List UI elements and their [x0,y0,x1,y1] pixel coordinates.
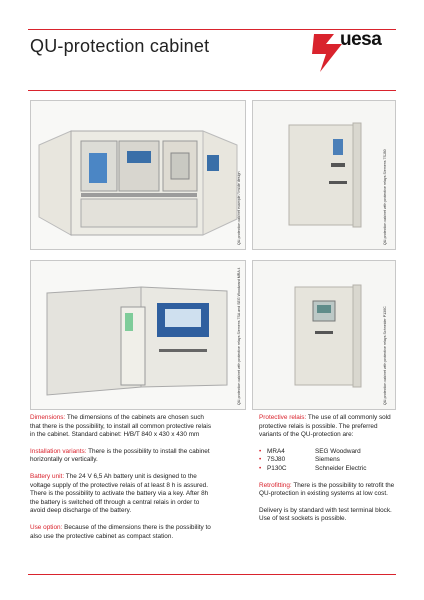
relay-list [259,448,397,474]
relay-name: MRA4 [267,447,285,455]
relay-maker: Siemens [315,456,340,464]
relay-maker: SEG Woodward [315,447,361,455]
battery-para [30,473,212,516]
photo-open-cabinet [30,100,246,250]
installation-text: There is the possibility to install the cabinet horizontally or vertically. [30,447,210,464]
photo-horizontal-cabinet [30,260,246,410]
use-option-para [30,524,212,541]
use-option-label: Use option: [30,523,63,531]
retrofitting-para [259,482,397,499]
list-item: • P130C Schneider Electric [259,464,367,472]
page-title: QU-protection cabinet [30,36,210,56]
header-rule [28,90,396,91]
right-column [259,414,397,532]
left-column [30,414,212,549]
installation-label: Installation variants: [30,447,87,455]
photo-closed-cabinet [252,100,396,250]
relay-name: P130C [267,464,287,472]
photo-caption-3: QU-protection cabinet with protective relays Siemens 7SA and SEG Woodward MRA 4 [237,267,241,405]
bottom-rule [28,574,396,575]
dimensions-para [30,414,212,440]
dimensions-label: Dimensions: [30,414,66,421]
dimensions-text: The dimensions of the cabinets are chosen such that there is the possibility, to install all common protective relais in the cabinet. Standard cabinet: H/B/T 840 x 430 x 430 mm [30,414,212,439]
protective-relais-text: The use of all commonly sold protective relais is possible. The preferred variants of the QU-protection are: [259,414,391,439]
relay-maker: Schneider Electric [315,464,367,472]
protective-relais-label: Protective relais: [259,414,307,421]
relay-name: 7SJ80 [267,456,286,464]
logo-text: uesa [340,29,382,50]
retrofitting-label: Retrofitting: [259,481,292,489]
battery-text: The 24 V 6,5 Ah battery unit is designed to the voltage supply of the protective relais of at least 8 h is assured. There is the possibility to activate the battery via a key. After 8h the battery is switched off through a central relais in order to avoid deep discharge of the battery. [30,472,209,515]
delivery-para: Delivery is by standard with test terminal block. Use of test sockets is possible. [259,506,392,523]
photo-schneider-cabinet [252,260,396,410]
installation-para [30,448,212,465]
photo-caption-1: QU-protection cabinet example / inside design [237,171,241,245]
photo-caption-2: QU-protection cabinet with protective relays Siemens 7SJ80 [383,149,387,245]
photo-caption-4: QU-protection cabinet with protective relays Schneider P130C [383,306,387,405]
use-option-text: Because of the dimensions there is the possibility to also use the protective cabinet as compact station. [30,523,211,540]
retrofitting-text: There is the possibility to retrofit the QU-protection in existing systems at low cost. [259,481,395,498]
list-item: • 7SJ80 Siemens [259,456,340,464]
battery-label: Battery unit: [30,472,65,480]
list-item: • MRA4 SEG Woodward [259,447,361,455]
protective-relais-para [259,414,397,440]
